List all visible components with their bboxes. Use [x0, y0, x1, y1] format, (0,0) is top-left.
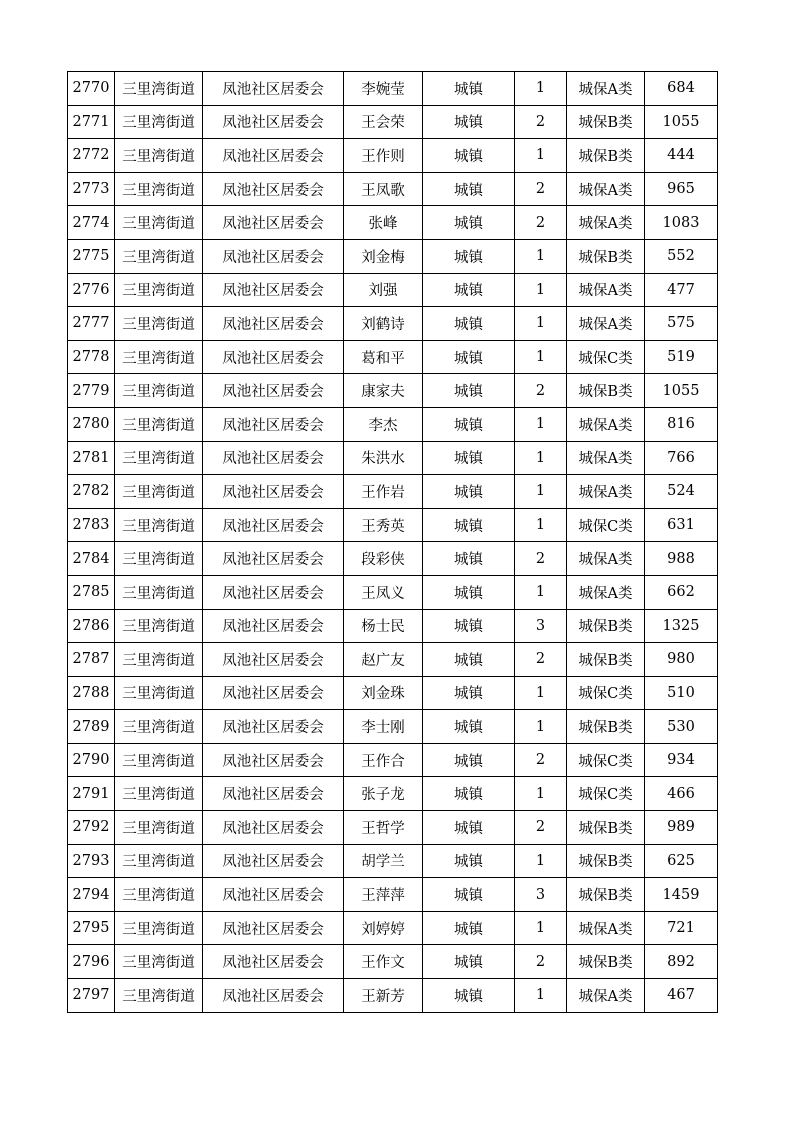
community-cell: 凤池社区居委会	[203, 72, 344, 106]
household-count-cell: 1	[515, 441, 567, 475]
amount-cell: 988	[645, 542, 718, 576]
row-number-cell: 2792	[68, 811, 115, 845]
row-number-cell: 2778	[68, 340, 115, 374]
household-count-cell: 2	[515, 811, 567, 845]
name-cell: 朱洪水	[344, 441, 423, 475]
amount-cell: 892	[645, 945, 718, 979]
amount-cell: 477	[645, 273, 718, 307]
row-number-cell: 2783	[68, 508, 115, 542]
name-cell: 刘金珠	[344, 676, 423, 710]
name-cell: 刘强	[344, 273, 423, 307]
amount-cell: 524	[645, 475, 718, 509]
row-number-cell: 2782	[68, 475, 115, 509]
community-cell: 凤池社区居委会	[203, 710, 344, 744]
document-page	[67, 71, 717, 1013]
household-count-cell: 1	[515, 710, 567, 744]
category-cell: 城保C类	[567, 743, 645, 777]
household-count-cell: 2	[515, 542, 567, 576]
row-number-cell: 2781	[68, 441, 115, 475]
table-row	[68, 844, 718, 878]
household-count-cell: 2	[515, 945, 567, 979]
community-cell: 凤池社区居委会	[203, 945, 344, 979]
community-cell: 凤池社区居委会	[203, 407, 344, 441]
household-count-cell: 1	[515, 307, 567, 341]
area-type-cell: 城镇	[423, 374, 515, 408]
row-number-cell: 2789	[68, 710, 115, 744]
community-cell: 凤池社区居委会	[203, 811, 344, 845]
name-cell: 王凤义	[344, 575, 423, 609]
amount-cell: 444	[645, 139, 718, 173]
street-cell: 三里湾街道	[115, 676, 203, 710]
category-cell: 城保A类	[567, 273, 645, 307]
community-cell: 凤池社区居委会	[203, 139, 344, 173]
street-cell: 三里湾街道	[115, 609, 203, 643]
amount-cell: 530	[645, 710, 718, 744]
street-cell: 三里湾街道	[115, 139, 203, 173]
community-cell: 凤池社区居委会	[203, 575, 344, 609]
street-cell: 三里湾街道	[115, 72, 203, 106]
category-cell: 城保B类	[567, 844, 645, 878]
name-cell: 康家夫	[344, 374, 423, 408]
table-row	[68, 273, 718, 307]
table-row	[68, 542, 718, 576]
household-count-cell: 2	[515, 643, 567, 677]
table-row	[68, 239, 718, 273]
community-cell: 凤池社区居委会	[203, 542, 344, 576]
household-count-cell: 1	[515, 508, 567, 542]
street-cell: 三里湾街道	[115, 979, 203, 1013]
table-row	[68, 710, 718, 744]
street-cell: 三里湾街道	[115, 407, 203, 441]
amount-cell: 466	[645, 777, 718, 811]
name-cell: 李杰	[344, 407, 423, 441]
community-cell: 凤池社区居委会	[203, 508, 344, 542]
community-cell: 凤池社区居委会	[203, 340, 344, 374]
street-cell: 三里湾街道	[115, 542, 203, 576]
amount-cell: 552	[645, 239, 718, 273]
name-cell: 王作文	[344, 945, 423, 979]
name-cell: 胡学兰	[344, 844, 423, 878]
row-number-cell: 2790	[68, 743, 115, 777]
street-cell: 三里湾街道	[115, 475, 203, 509]
area-type-cell: 城镇	[423, 945, 515, 979]
amount-cell: 766	[645, 441, 718, 475]
community-cell: 凤池社区居委会	[203, 609, 344, 643]
category-cell: 城保A类	[567, 542, 645, 576]
amount-cell: 1055	[645, 105, 718, 139]
household-count-cell: 1	[515, 676, 567, 710]
row-number-cell: 2796	[68, 945, 115, 979]
community-cell: 凤池社区居委会	[203, 172, 344, 206]
name-cell: 王作合	[344, 743, 423, 777]
community-cell: 凤池社区居委会	[203, 643, 344, 677]
street-cell: 三里湾街道	[115, 643, 203, 677]
category-cell: 城保C类	[567, 676, 645, 710]
area-type-cell: 城镇	[423, 643, 515, 677]
category-cell: 城保A类	[567, 979, 645, 1013]
area-type-cell: 城镇	[423, 206, 515, 240]
street-cell: 三里湾街道	[115, 811, 203, 845]
table-row	[68, 979, 718, 1013]
area-type-cell: 城镇	[423, 105, 515, 139]
row-number-cell: 2791	[68, 777, 115, 811]
community-cell: 凤池社区居委会	[203, 743, 344, 777]
category-cell: 城保B类	[567, 105, 645, 139]
area-type-cell: 城镇	[423, 273, 515, 307]
amount-cell: 934	[645, 743, 718, 777]
amount-cell: 965	[645, 172, 718, 206]
category-cell: 城保C类	[567, 508, 645, 542]
name-cell: 王作岩	[344, 475, 423, 509]
street-cell: 三里湾街道	[115, 206, 203, 240]
area-type-cell: 城镇	[423, 172, 515, 206]
community-cell: 凤池社区居委会	[203, 105, 344, 139]
row-number-cell: 2785	[68, 575, 115, 609]
area-type-cell: 城镇	[423, 777, 515, 811]
category-cell: 城保B类	[567, 710, 645, 744]
area-type-cell: 城镇	[423, 575, 515, 609]
area-type-cell: 城镇	[423, 878, 515, 912]
area-type-cell: 城镇	[423, 676, 515, 710]
table-row	[68, 105, 718, 139]
row-number-cell: 2776	[68, 273, 115, 307]
category-cell: 城保A类	[567, 441, 645, 475]
name-cell: 王凤歌	[344, 172, 423, 206]
amount-cell: 980	[645, 643, 718, 677]
row-number-cell: 2771	[68, 105, 115, 139]
amount-cell: 721	[645, 911, 718, 945]
amount-cell: 631	[645, 508, 718, 542]
category-cell: 城保B类	[567, 945, 645, 979]
table-row	[68, 307, 718, 341]
area-type-cell: 城镇	[423, 407, 515, 441]
category-cell: 城保A类	[567, 475, 645, 509]
row-number-cell: 2795	[68, 911, 115, 945]
table-row	[68, 609, 718, 643]
street-cell: 三里湾街道	[115, 508, 203, 542]
category-cell: 城保B类	[567, 609, 645, 643]
name-cell: 张子龙	[344, 777, 423, 811]
household-count-cell: 3	[515, 878, 567, 912]
row-number-cell: 2772	[68, 139, 115, 173]
row-number-cell: 2775	[68, 239, 115, 273]
community-cell: 凤池社区居委会	[203, 777, 344, 811]
household-count-cell: 1	[515, 911, 567, 945]
name-cell: 李士刚	[344, 710, 423, 744]
street-cell: 三里湾街道	[115, 844, 203, 878]
name-cell: 杨士民	[344, 609, 423, 643]
table-row	[68, 407, 718, 441]
name-cell: 王萍萍	[344, 878, 423, 912]
table-row	[68, 643, 718, 677]
category-cell: 城保A类	[567, 307, 645, 341]
table-row	[68, 676, 718, 710]
name-cell: 王新芳	[344, 979, 423, 1013]
street-cell: 三里湾街道	[115, 575, 203, 609]
area-type-cell: 城镇	[423, 340, 515, 374]
street-cell: 三里湾街道	[115, 743, 203, 777]
household-count-cell: 1	[515, 273, 567, 307]
household-count-cell: 1	[515, 844, 567, 878]
area-type-cell: 城镇	[423, 307, 515, 341]
household-count-cell: 2	[515, 374, 567, 408]
category-cell: 城保A类	[567, 407, 645, 441]
community-cell: 凤池社区居委会	[203, 206, 344, 240]
community-cell: 凤池社区居委会	[203, 979, 344, 1013]
table-row	[68, 811, 718, 845]
row-number-cell: 2780	[68, 407, 115, 441]
row-number-cell: 2784	[68, 542, 115, 576]
table-row	[68, 475, 718, 509]
row-number-cell: 2788	[68, 676, 115, 710]
category-cell: 城保B类	[567, 239, 645, 273]
street-cell: 三里湾街道	[115, 105, 203, 139]
area-type-cell: 城镇	[423, 710, 515, 744]
category-cell: 城保A类	[567, 911, 645, 945]
name-cell: 刘鹤诗	[344, 307, 423, 341]
area-type-cell: 城镇	[423, 844, 515, 878]
row-number-cell: 2793	[68, 844, 115, 878]
name-cell: 赵广友	[344, 643, 423, 677]
area-type-cell: 城镇	[423, 811, 515, 845]
name-cell: 王哲学	[344, 811, 423, 845]
table-row	[68, 72, 718, 106]
table-row	[68, 206, 718, 240]
area-type-cell: 城镇	[423, 542, 515, 576]
amount-cell: 1325	[645, 609, 718, 643]
table-row	[68, 575, 718, 609]
area-type-cell: 城镇	[423, 72, 515, 106]
area-type-cell: 城镇	[423, 979, 515, 1013]
community-cell: 凤池社区居委会	[203, 475, 344, 509]
amount-cell: 989	[645, 811, 718, 845]
area-type-cell: 城镇	[423, 441, 515, 475]
household-count-cell: 1	[515, 72, 567, 106]
household-count-cell: 2	[515, 172, 567, 206]
row-number-cell: 2770	[68, 72, 115, 106]
community-cell: 凤池社区居委会	[203, 273, 344, 307]
community-cell: 凤池社区居委会	[203, 374, 344, 408]
table-row	[68, 911, 718, 945]
street-cell: 三里湾街道	[115, 441, 203, 475]
allowance-table	[67, 71, 718, 1013]
amount-cell: 467	[645, 979, 718, 1013]
category-cell: 城保B类	[567, 139, 645, 173]
name-cell: 刘金梅	[344, 239, 423, 273]
area-type-cell: 城镇	[423, 743, 515, 777]
amount-cell: 519	[645, 340, 718, 374]
amount-cell: 1055	[645, 374, 718, 408]
row-number-cell: 2787	[68, 643, 115, 677]
household-count-cell: 1	[515, 979, 567, 1013]
category-cell: 城保B类	[567, 374, 645, 408]
household-count-cell: 2	[515, 105, 567, 139]
row-number-cell: 2786	[68, 609, 115, 643]
row-number-cell: 2794	[68, 878, 115, 912]
row-number-cell: 2773	[68, 172, 115, 206]
amount-cell: 625	[645, 844, 718, 878]
street-cell: 三里湾街道	[115, 172, 203, 206]
table-body	[68, 72, 718, 1013]
category-cell: 城保A类	[567, 72, 645, 106]
table-row	[68, 172, 718, 206]
name-cell: 张峰	[344, 206, 423, 240]
community-cell: 凤池社区居委会	[203, 878, 344, 912]
street-cell: 三里湾街道	[115, 777, 203, 811]
table-row	[68, 374, 718, 408]
household-count-cell: 1	[515, 407, 567, 441]
table-row	[68, 878, 718, 912]
table-row	[68, 139, 718, 173]
category-cell: 城保A类	[567, 172, 645, 206]
household-count-cell: 2	[515, 206, 567, 240]
community-cell: 凤池社区居委会	[203, 441, 344, 475]
amount-cell: 575	[645, 307, 718, 341]
table-row	[68, 340, 718, 374]
category-cell: 城保B类	[567, 878, 645, 912]
street-cell: 三里湾街道	[115, 710, 203, 744]
street-cell: 三里湾街道	[115, 374, 203, 408]
name-cell: 刘婷婷	[344, 911, 423, 945]
table-row	[68, 777, 718, 811]
household-count-cell: 3	[515, 609, 567, 643]
street-cell: 三里湾街道	[115, 945, 203, 979]
row-number-cell: 2797	[68, 979, 115, 1013]
name-cell: 段彩侠	[344, 542, 423, 576]
street-cell: 三里湾街道	[115, 340, 203, 374]
household-count-cell: 2	[515, 743, 567, 777]
row-number-cell: 2777	[68, 307, 115, 341]
category-cell: 城保C类	[567, 340, 645, 374]
category-cell: 城保A类	[567, 206, 645, 240]
amount-cell: 1083	[645, 206, 718, 240]
category-cell: 城保B类	[567, 811, 645, 845]
community-cell: 凤池社区居委会	[203, 676, 344, 710]
community-cell: 凤池社区居委会	[203, 239, 344, 273]
community-cell: 凤池社区居委会	[203, 307, 344, 341]
household-count-cell: 1	[515, 239, 567, 273]
community-cell: 凤池社区居委会	[203, 911, 344, 945]
name-cell: 葛和平	[344, 340, 423, 374]
row-number-cell: 2774	[68, 206, 115, 240]
household-count-cell: 1	[515, 777, 567, 811]
category-cell: 城保A类	[567, 575, 645, 609]
household-count-cell: 1	[515, 139, 567, 173]
area-type-cell: 城镇	[423, 239, 515, 273]
street-cell: 三里湾街道	[115, 878, 203, 912]
amount-cell: 662	[645, 575, 718, 609]
area-type-cell: 城镇	[423, 508, 515, 542]
name-cell: 王会荣	[344, 105, 423, 139]
street-cell: 三里湾街道	[115, 307, 203, 341]
amount-cell: 816	[645, 407, 718, 441]
street-cell: 三里湾街道	[115, 273, 203, 307]
community-cell: 凤池社区居委会	[203, 844, 344, 878]
street-cell: 三里湾街道	[115, 911, 203, 945]
table-row	[68, 441, 718, 475]
street-cell: 三里湾街道	[115, 239, 203, 273]
table-row	[68, 743, 718, 777]
name-cell: 王秀英	[344, 508, 423, 542]
category-cell: 城保B类	[567, 643, 645, 677]
name-cell: 王作则	[344, 139, 423, 173]
household-count-cell: 1	[515, 475, 567, 509]
area-type-cell: 城镇	[423, 139, 515, 173]
area-type-cell: 城镇	[423, 475, 515, 509]
amount-cell: 1459	[645, 878, 718, 912]
amount-cell: 684	[645, 72, 718, 106]
area-type-cell: 城镇	[423, 911, 515, 945]
name-cell: 李婉莹	[344, 72, 423, 106]
area-type-cell: 城镇	[423, 609, 515, 643]
household-count-cell: 1	[515, 340, 567, 374]
amount-cell: 510	[645, 676, 718, 710]
table-row	[68, 945, 718, 979]
row-number-cell: 2779	[68, 374, 115, 408]
category-cell: 城保C类	[567, 777, 645, 811]
table-row	[68, 508, 718, 542]
household-count-cell: 1	[515, 575, 567, 609]
